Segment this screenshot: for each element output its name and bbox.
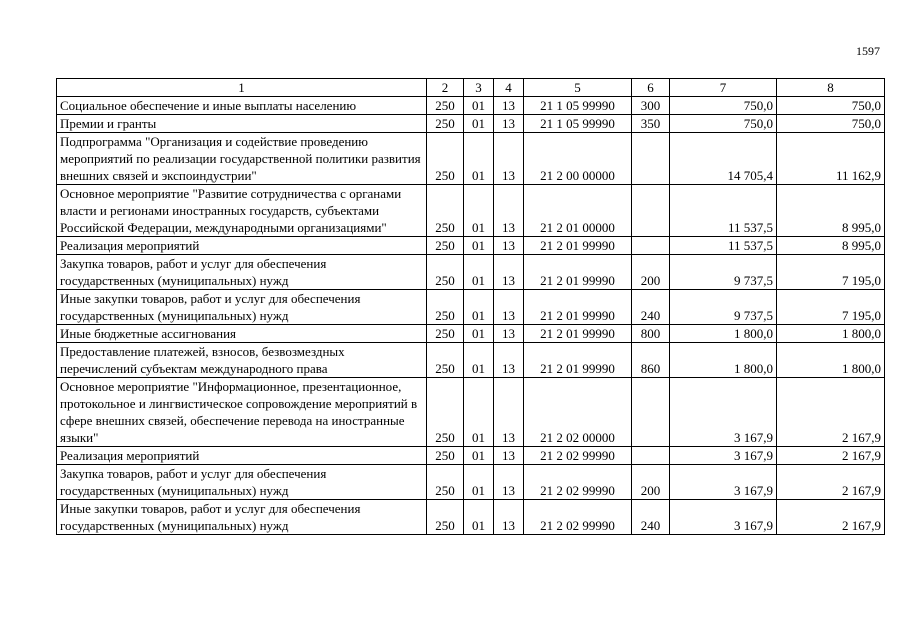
- code-rz-cell: 01: [464, 115, 494, 133]
- code-csr-cell: 21 2 01 00000: [524, 185, 632, 237]
- code-gr-cell: 250: [427, 185, 464, 237]
- table-row: [57, 325, 885, 343]
- row-name-cell: Закупка товаров, работ и услуг для обеспечения государственных (муниципальных) нужд: [57, 465, 427, 500]
- amount-col8-cell: 7 195,0: [777, 255, 885, 290]
- amount-col7-cell: 9 737,5: [670, 290, 777, 325]
- code-gr-cell: 250: [427, 97, 464, 115]
- amount-col7-cell: 14 705,4: [670, 133, 777, 185]
- code-gr-cell: 250: [427, 343, 464, 378]
- table-body: [57, 79, 885, 535]
- code-rz-cell: 01: [464, 500, 494, 535]
- code-pr-cell: 13: [494, 185, 524, 237]
- amount-col7-cell: 9 737,5: [670, 255, 777, 290]
- code-vr-cell: 860: [632, 343, 670, 378]
- header-cell: 5: [524, 79, 632, 97]
- code-gr-cell: 250: [427, 447, 464, 465]
- row-name-cell: Социальное обеспечение и иные выплаты населению: [57, 97, 427, 115]
- code-gr-cell: 250: [427, 325, 464, 343]
- code-rz-cell: 01: [464, 133, 494, 185]
- code-pr-cell: 13: [494, 343, 524, 378]
- row-name-cell: Реализация мероприятий: [57, 447, 427, 465]
- code-pr-cell: 13: [494, 378, 524, 447]
- table-row: [57, 378, 885, 447]
- amount-col8-cell: 2 167,9: [777, 447, 885, 465]
- code-pr-cell: 13: [494, 115, 524, 133]
- code-pr-cell: 13: [494, 447, 524, 465]
- row-name-cell: Основное мероприятие "Информационное, презентационное, протокольное и лингвистическое сопровождение мероприятий в сфере внешних связей, обеспечение перевода на иностранные языки": [57, 378, 427, 447]
- code-rz-cell: 01: [464, 237, 494, 255]
- code-rz-cell: 01: [464, 185, 494, 237]
- amount-col8-cell: 750,0: [777, 97, 885, 115]
- header-cell: 3: [464, 79, 494, 97]
- header-cell: 6: [632, 79, 670, 97]
- header-cell: 1: [57, 79, 427, 97]
- table-row: [57, 133, 885, 185]
- code-csr-cell: 21 2 01 99990: [524, 237, 632, 255]
- code-pr-cell: 13: [494, 465, 524, 500]
- code-vr-cell: 240: [632, 500, 670, 535]
- code-vr-cell: 240: [632, 290, 670, 325]
- amount-col7-cell: 11 537,5: [670, 185, 777, 237]
- row-name-cell: Основное мероприятие "Развитие сотрудничества с органами власти и регионами иностранных государств, субъектами Российской Федерации, международными организациями": [57, 185, 427, 237]
- code-gr-cell: 250: [427, 290, 464, 325]
- table-row: [57, 97, 885, 115]
- code-csr-cell: 21 2 01 99990: [524, 290, 632, 325]
- code-gr-cell: 250: [427, 378, 464, 447]
- code-vr-cell: 300: [632, 97, 670, 115]
- code-vr-cell: [632, 185, 670, 237]
- code-csr-cell: 21 2 01 99990: [524, 343, 632, 378]
- code-rz-cell: 01: [464, 325, 494, 343]
- header-cell: 8: [777, 79, 885, 97]
- code-csr-cell: 21 2 02 00000: [524, 378, 632, 447]
- code-csr-cell: 21 2 02 99990: [524, 447, 632, 465]
- code-gr-cell: 250: [427, 115, 464, 133]
- budget-table: [56, 78, 885, 535]
- code-rz-cell: 01: [464, 343, 494, 378]
- code-pr-cell: 13: [494, 500, 524, 535]
- code-pr-cell: 13: [494, 325, 524, 343]
- header-row: [57, 79, 885, 97]
- amount-col7-cell: 3 167,9: [670, 447, 777, 465]
- table-row: [57, 447, 885, 465]
- header-cell: 2: [427, 79, 464, 97]
- code-csr-cell: 21 2 00 00000: [524, 133, 632, 185]
- table-row: [57, 255, 885, 290]
- row-name-cell: Премии и гранты: [57, 115, 427, 133]
- code-rz-cell: 01: [464, 290, 494, 325]
- amount-col8-cell: 1 800,0: [777, 343, 885, 378]
- code-pr-cell: 13: [494, 255, 524, 290]
- code-vr-cell: [632, 447, 670, 465]
- table-row: [57, 185, 885, 237]
- code-pr-cell: 13: [494, 133, 524, 185]
- amount-col8-cell: 8 995,0: [777, 237, 885, 255]
- amount-col7-cell: 3 167,9: [670, 465, 777, 500]
- table-row: [57, 290, 885, 325]
- amount-col8-cell: 2 167,9: [777, 500, 885, 535]
- row-name-cell: Подпрограмма "Организация и содействие проведению мероприятий по реализации государственной политики развития внешних связей и экспоиндустрии": [57, 133, 427, 185]
- code-vr-cell: [632, 378, 670, 447]
- row-name-cell: Иные закупки товаров, работ и услуг для обеспечения государственных (муниципальных) нужд: [57, 500, 427, 535]
- code-csr-cell: 21 1 05 99990: [524, 115, 632, 133]
- code-vr-cell: 800: [632, 325, 670, 343]
- amount-col8-cell: 750,0: [777, 115, 885, 133]
- table-row: [57, 465, 885, 500]
- code-csr-cell: 21 2 01 99990: [524, 255, 632, 290]
- code-gr-cell: 250: [427, 133, 464, 185]
- row-name-cell: Иные бюджетные ассигнования: [57, 325, 427, 343]
- header-cell: 4: [494, 79, 524, 97]
- code-pr-cell: 13: [494, 290, 524, 325]
- amount-col8-cell: 7 195,0: [777, 290, 885, 325]
- amount-col7-cell: 1 800,0: [670, 325, 777, 343]
- row-name-cell: Реализация мероприятий: [57, 237, 427, 255]
- amount-col8-cell: 8 995,0: [777, 185, 885, 237]
- code-rz-cell: 01: [464, 255, 494, 290]
- amount-col8-cell: 2 167,9: [777, 378, 885, 447]
- code-gr-cell: 250: [427, 500, 464, 535]
- amount-col7-cell: 1 800,0: [670, 343, 777, 378]
- table-row: [57, 115, 885, 133]
- code-pr-cell: 13: [494, 237, 524, 255]
- code-gr-cell: 250: [427, 237, 464, 255]
- code-csr-cell: 21 2 01 99990: [524, 325, 632, 343]
- code-vr-cell: 200: [632, 255, 670, 290]
- amount-col8-cell: 1 800,0: [777, 325, 885, 343]
- code-gr-cell: 250: [427, 465, 464, 500]
- amount-col7-cell: 11 537,5: [670, 237, 777, 255]
- page-number: 1597: [856, 44, 880, 58]
- code-vr-cell: [632, 133, 670, 185]
- code-vr-cell: 350: [632, 115, 670, 133]
- code-pr-cell: 13: [494, 97, 524, 115]
- amount-col7-cell: 750,0: [670, 97, 777, 115]
- code-rz-cell: 01: [464, 447, 494, 465]
- amount-col8-cell: 11 162,9: [777, 133, 885, 185]
- table-row: [57, 343, 885, 378]
- row-name-cell: Закупка товаров, работ и услуг для обеспечения государственных (муниципальных) нужд: [57, 255, 427, 290]
- header-cell: 7: [670, 79, 777, 97]
- code-rz-cell: 01: [464, 97, 494, 115]
- table-row: [57, 237, 885, 255]
- code-csr-cell: 21 1 05 99990: [524, 97, 632, 115]
- row-name-cell: Предоставление платежей, взносов, безвозмездных перечислений субъектам международного права: [57, 343, 427, 378]
- code-gr-cell: 250: [427, 255, 464, 290]
- code-vr-cell: [632, 237, 670, 255]
- amount-col8-cell: 2 167,9: [777, 465, 885, 500]
- code-rz-cell: 01: [464, 465, 494, 500]
- amount-col7-cell: 3 167,9: [670, 378, 777, 447]
- amount-col7-cell: 750,0: [670, 115, 777, 133]
- table-row: [57, 500, 885, 535]
- code-csr-cell: 21 2 02 99990: [524, 500, 632, 535]
- code-csr-cell: 21 2 02 99990: [524, 465, 632, 500]
- code-vr-cell: 200: [632, 465, 670, 500]
- amount-col7-cell: 3 167,9: [670, 500, 777, 535]
- code-rz-cell: 01: [464, 378, 494, 447]
- row-name-cell: Иные закупки товаров, работ и услуг для обеспечения государственных (муниципальных) нужд: [57, 290, 427, 325]
